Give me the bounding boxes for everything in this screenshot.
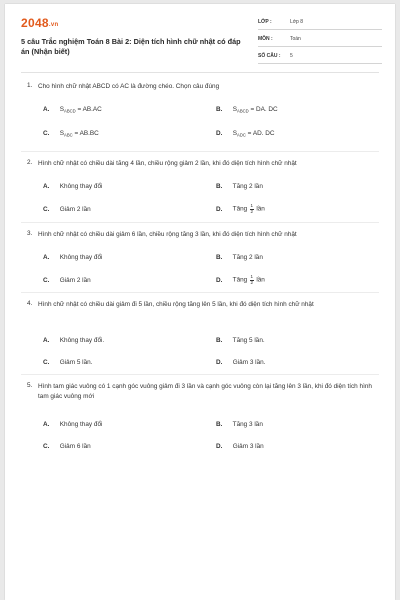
option-suffix: lần [256,276,265,284]
option-letter: D. [216,276,223,284]
header-divider [21,72,379,73]
area-symbol: S [59,130,65,137]
option-letter: C. [43,206,50,213]
question-number: 4. [27,300,33,307]
question-divider [21,292,379,293]
option-c[interactable] [43,443,91,450]
option-a[interactable] [43,254,102,261]
option-text: Giảm 3 lần. [232,359,266,366]
option-text: Không thay đổi [59,254,103,261]
site-logo[interactable] [21,16,58,30]
logo-main: 2048 [21,16,49,30]
meta-row-subject [258,34,382,47]
meta-label: LỚP : [258,19,272,25]
question-text: Cho hình chữ nhật ABCD có AC là đường chéo. Chọn câu đúng [38,83,220,90]
question-5 [21,382,375,450]
option-prefix: Tăng [232,205,248,213]
option-a[interactable] [43,337,104,344]
option-a[interactable] [43,183,102,190]
option-text: Giảm 6 lần [59,443,91,450]
option-text: = AD. DC [245,130,275,137]
document-title: 5 câu Trắc nghiệm Toán 8 Bài 2: Diện tích hình chữ nhật có đáp án (Nhận biết) [21,37,241,56]
option-letter: C. [43,443,50,450]
option-text: Giảm 2 lần [59,206,91,213]
question-divider [21,222,379,223]
option-c[interactable] [43,130,99,138]
option-letter: B. [216,106,223,113]
option-text: Giảm 3 lần [232,443,264,450]
option-b[interactable] [216,337,265,344]
fraction-denominator: 2 [250,208,254,214]
option-text: = DA. DC [248,106,278,113]
fraction-denominator: 2 [250,279,254,285]
question-text: Hình chữ nhật có chiều dài giảm 6 lần, chiều rộng tăng 3 lần, khi đó diện tích hình chữ nhật [38,231,297,238]
question-divider [21,151,379,152]
option-text: Tăng 5 lần. [232,337,265,344]
area-symbol: S [59,106,65,113]
option-b[interactable] [216,421,263,428]
option-letter: B. [216,337,223,344]
option-d[interactable] [216,359,265,366]
question-text: Hình chữ nhật có chiều dài tăng 4 lần, chiều rộng giảm 2 lần, khi đó diện tích hình chữ nhật [38,160,297,167]
area-subscript: ADC [237,132,246,138]
meta-value: Lớp 8 [290,19,304,25]
option-a[interactable] [43,106,102,114]
option-text: Tăng 2 lần [232,183,263,190]
meta-info [258,17,382,68]
area-symbol: S [232,106,238,113]
meta-value: 5 [290,53,293,59]
option-letter: D. [216,205,223,213]
meta-value: Toán [290,36,301,42]
meta-row-count [258,51,382,64]
option-suffix: lần [256,205,265,213]
question-number: 3. [27,230,33,237]
meta-label: SỐ CÂU : [258,53,281,59]
option-letter: A. [43,337,50,344]
logo-suffix: .vn [48,22,59,28]
option-a[interactable] [43,421,102,428]
fraction-numerator: 1 [250,274,254,279]
area-subscript: ABC [64,132,73,138]
option-c[interactable] [43,206,91,213]
meta-label: MÔN : [258,36,273,42]
option-text: Không thay đổi [59,183,103,190]
option-d[interactable] [216,443,264,450]
fraction [250,275,254,285]
option-letter: C. [43,130,50,137]
area-subscript: ABCD [237,108,249,114]
option-c[interactable] [43,359,92,366]
question-number: 2. [27,159,33,166]
option-text: = AB.AC [75,106,102,113]
option-letter: D. [216,130,223,137]
option-letter: A. [43,183,50,190]
option-prefix: Tăng [232,276,248,284]
question-number: 1. [27,82,33,89]
option-letter: A. [43,421,50,428]
question-text: Hình tam giác vuông có 1 cạnh góc vuông giảm đi 3 lần và cạnh góc vuông còn lại tăng lên 3 lần, khi đó diện tích hình tam giác vuông mới [38,383,372,400]
fraction [250,204,254,214]
question-2 [21,159,375,214]
option-letter: C. [43,359,50,366]
option-d[interactable] [216,204,265,214]
option-letter: A. [43,254,50,261]
option-b[interactable] [216,106,278,114]
option-d[interactable] [216,275,265,285]
question-text: Hình chữ nhật có chiều dài giảm đi 5 lần, chiều rộng tăng lên 5 lần, khi đó diện tích hình chữ nhật [38,301,314,308]
option-c[interactable] [43,277,91,284]
area-symbol: S [232,130,238,137]
question-number: 5. [27,382,33,389]
option-letter: D. [216,359,223,366]
option-letter: B. [216,254,223,261]
document-page [5,4,395,600]
option-text: Không thay đổi. [59,337,105,344]
option-letter: C. [43,277,50,284]
option-letter: B. [216,183,223,190]
option-b[interactable] [216,254,263,261]
option-text: Giảm 2 lần [59,277,91,284]
option-text: Tăng 2 lần [232,254,263,261]
option-letter: B. [216,421,223,428]
area-subscript: ABCD [64,108,76,114]
option-text: Giảm 5 lần. [59,359,93,366]
option-text: Tăng 3 lần [232,421,263,428]
question-4 [21,300,375,366]
option-letter: A. [43,106,50,113]
option-text: = AB.BC [72,130,99,137]
meta-row-class [258,17,382,30]
option-letter: D. [216,443,223,450]
question-divider [21,374,379,375]
question-1 [21,82,375,138]
option-d[interactable] [216,130,274,138]
fraction-numerator: 1 [250,203,254,208]
question-3 [21,230,375,285]
option-b[interactable] [216,183,263,190]
option-text: Không thay đổi [59,421,103,428]
